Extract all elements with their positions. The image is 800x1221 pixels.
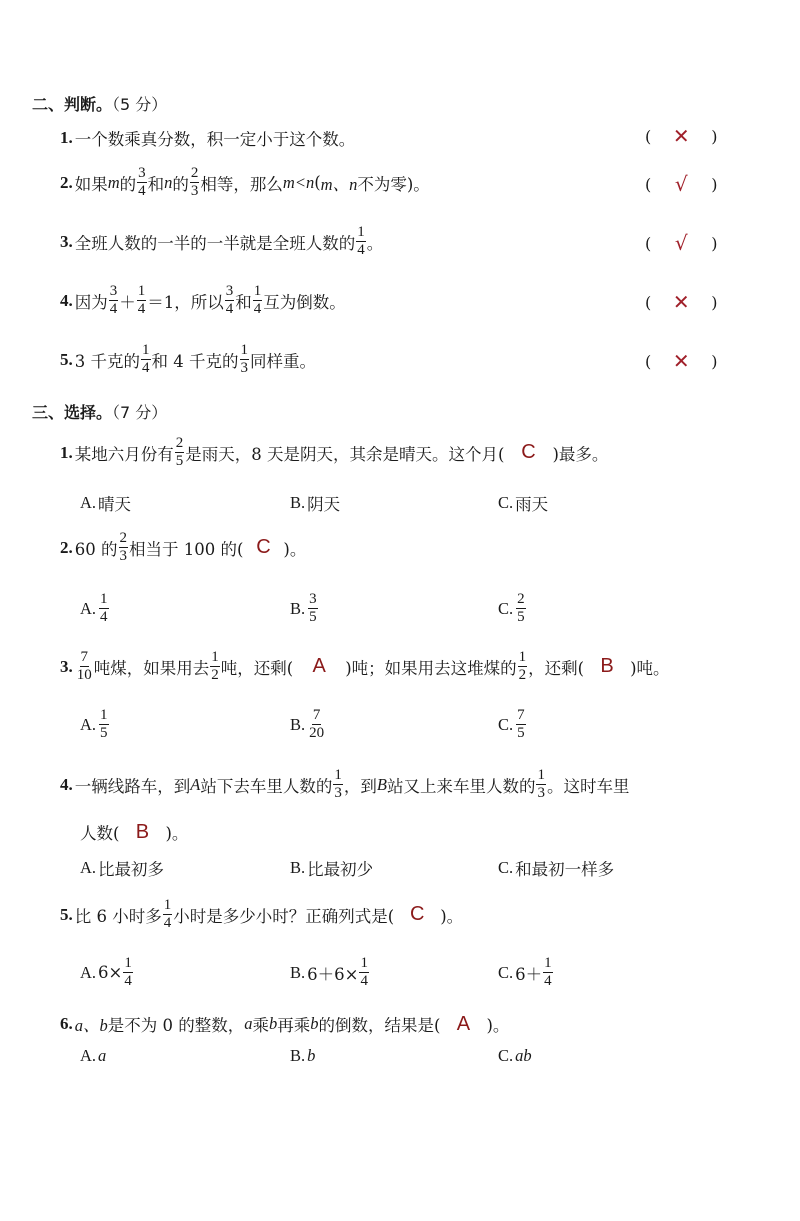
- numerator: 1: [518, 649, 527, 665]
- option-b[interactable]: [290, 708, 326, 741]
- denominator: 5: [100, 725, 108, 741]
- answer-bracket-3[interactable]: [645, 231, 718, 255]
- fraction: [99, 592, 109, 625]
- numerator: 1: [137, 283, 146, 299]
- fraction: [119, 531, 129, 564]
- text: 60 的: [74, 539, 118, 559]
- numerator: 1: [334, 767, 342, 783]
- text: 比 6 小时多: [74, 906, 162, 926]
- fraction: [543, 956, 553, 989]
- option-expression: 6＋: [515, 964, 543, 984]
- denominator: 4: [357, 242, 365, 258]
- option-label: C.: [498, 962, 514, 982]
- option-label: C.: [498, 493, 514, 512]
- bracket-open: (: [645, 126, 652, 146]
- inequality: m<n: [282, 172, 315, 192]
- fraction: [536, 768, 546, 801]
- fraction: [308, 708, 325, 741]
- numerator: 7: [80, 649, 88, 665]
- numerator: 2: [190, 165, 199, 181]
- fraction: [333, 768, 343, 801]
- text: 和 4 千克的: [151, 351, 239, 371]
- var-b: b: [310, 1014, 319, 1033]
- option-text: 阴天: [307, 495, 341, 514]
- section-3-title: [32, 400, 167, 423]
- section-score: （5 分）: [112, 95, 168, 114]
- answer-blank[interactable]: C: [521, 441, 536, 463]
- judge-question-3: [60, 225, 383, 258]
- bracket-open: (: [645, 292, 652, 312]
- question-number: 3.: [60, 231, 73, 251]
- option-expression: 6×: [98, 963, 123, 982]
- denominator: 4: [544, 973, 552, 989]
- numerator: 7: [312, 707, 321, 723]
- fraction: [190, 166, 200, 199]
- numerator: 1: [211, 649, 219, 665]
- text: 如果: [74, 174, 108, 194]
- option-c[interactable]: [498, 956, 554, 989]
- text: ，到: [343, 776, 377, 796]
- option-a[interactable]: [80, 708, 110, 741]
- denominator: 5: [175, 453, 184, 469]
- fraction: [253, 284, 263, 317]
- option-label: A.: [80, 493, 97, 512]
- option-text: 比最初少: [307, 860, 374, 879]
- numerator: 3: [309, 591, 317, 607]
- option-label: A.: [80, 858, 97, 877]
- text: 一辆线路车，到: [74, 776, 191, 796]
- option-b[interactable]: [290, 1046, 315, 1066]
- numerator: 2: [119, 530, 127, 546]
- answer-blank-2[interactable]: B: [600, 655, 614, 677]
- text: 的倒数，结果是(: [318, 1016, 441, 1035]
- numerator: 1: [360, 955, 368, 971]
- numerator: 1: [544, 955, 552, 971]
- denominator: 5: [309, 609, 317, 625]
- text: 小时是多少小时？正确列式是(: [173, 906, 395, 926]
- numerator: 2: [517, 591, 525, 607]
- option-label: C.: [498, 1046, 514, 1065]
- section-2-title: [32, 92, 167, 115]
- option-a[interactable]: [80, 491, 131, 515]
- option-label: C.: [498, 714, 514, 734]
- vars: m、n: [320, 174, 358, 194]
- cross-mark-icon: ✕: [672, 290, 690, 314]
- denominator: 4: [360, 973, 368, 989]
- text: 人数(: [80, 824, 120, 843]
- denominator: 3: [537, 785, 545, 801]
- option-label: A.: [80, 1046, 97, 1065]
- text: 吨，还剩(: [220, 658, 294, 678]
- denominator: 20: [309, 725, 325, 741]
- choice-question-4: [60, 768, 629, 801]
- choice-question-3: [60, 650, 670, 683]
- numerator: 7: [517, 707, 525, 723]
- question-number: 5.: [60, 904, 73, 924]
- text: 的: [172, 174, 189, 194]
- option-label: B.: [290, 714, 306, 734]
- option-c[interactable]: [498, 856, 614, 880]
- denominator: 4: [137, 301, 146, 317]
- numerator: 1: [357, 224, 365, 240]
- check-mark-icon: √: [674, 231, 688, 255]
- text: 。: [366, 233, 384, 253]
- text: ＋: [119, 292, 136, 312]
- fraction: [175, 436, 185, 469]
- bracket-close: ): [711, 126, 718, 146]
- text: 同样重。: [250, 351, 316, 371]
- numerator: 3: [109, 283, 118, 299]
- fraction: [137, 284, 147, 317]
- text: )。: [165, 824, 189, 843]
- numerator: 1: [100, 591, 108, 607]
- bracket-close: ): [711, 174, 718, 194]
- text: 互为倒数。: [263, 292, 346, 312]
- cross-mark-icon: ✕: [672, 124, 690, 148]
- text: 3 千克的: [74, 351, 140, 371]
- numerator: 1: [142, 342, 150, 358]
- option-expression: 6＋6×: [307, 964, 359, 984]
- option-label: B.: [290, 858, 306, 877]
- bracket-open: (: [645, 174, 652, 194]
- text: 相当于 100 的(: [129, 539, 244, 559]
- fraction: [516, 708, 526, 741]
- fraction: [210, 650, 220, 683]
- denominator: 10: [76, 667, 92, 683]
- text: 和: [147, 174, 165, 194]
- option-text: 雨天: [515, 495, 549, 514]
- option-label: B.: [290, 1046, 306, 1065]
- option-text: b: [307, 1046, 316, 1065]
- denominator: 3: [334, 785, 342, 801]
- text: 和: [235, 292, 252, 312]
- bracket-close: ): [711, 351, 718, 371]
- option-a[interactable]: [80, 1046, 106, 1066]
- text: 相等，那么: [200, 174, 283, 194]
- text: 不为零)。: [357, 174, 430, 194]
- cross-mark-icon: ✕: [672, 349, 690, 373]
- judge-question-5: [60, 343, 316, 376]
- fraction: [225, 284, 235, 317]
- option-a[interactable]: [80, 856, 164, 880]
- choice-question-1: [60, 436, 608, 469]
- text: 站又上来车里人数的: [386, 776, 536, 796]
- text: 是雨天，8 天是阴天，其余是晴天。这个月(: [185, 444, 505, 464]
- denominator: 3: [119, 548, 127, 564]
- denominator: 4: [138, 183, 146, 199]
- numerator: 1: [163, 897, 172, 913]
- option-b[interactable]: [290, 491, 340, 515]
- text: 吨煤，如果用去: [93, 658, 210, 678]
- fraction: [516, 592, 526, 625]
- option-a[interactable]: [80, 956, 134, 989]
- answer-blank[interactable]: A: [456, 1012, 471, 1035]
- option-c[interactable]: [498, 592, 527, 625]
- check-mark-icon: √: [674, 172, 688, 196]
- fraction: [359, 956, 369, 989]
- numerator: 3: [138, 165, 146, 181]
- text: 的: [119, 174, 137, 194]
- vars: a、b: [74, 1016, 108, 1035]
- answer-blank[interactable]: B: [135, 820, 150, 843]
- section-title-text: 二、判断。: [32, 95, 113, 114]
- text: 再乘: [277, 1016, 311, 1035]
- text: 因为: [74, 292, 108, 312]
- fraction: [518, 650, 528, 683]
- question-number: 1.: [60, 442, 73, 462]
- fraction: [308, 592, 318, 625]
- numerator: 1: [240, 342, 248, 358]
- text: ＝1，所以: [147, 292, 224, 312]
- option-label: A.: [80, 962, 97, 982]
- option-text: 和最初一样多: [515, 860, 615, 879]
- fraction: [123, 956, 133, 989]
- option-b[interactable]: [290, 956, 370, 989]
- denominator: 4: [142, 360, 150, 376]
- choice-question-4-line2: [80, 820, 188, 844]
- bracket-close: ): [711, 233, 718, 253]
- fraction: [356, 225, 366, 258]
- bracket-open: (: [645, 351, 652, 371]
- fraction: [240, 343, 250, 376]
- denominator: 3: [190, 183, 199, 199]
- question-number: 2.: [60, 537, 73, 557]
- answer-bracket-2[interactable]: [645, 172, 718, 196]
- option-label: B.: [290, 598, 306, 618]
- option-b[interactable]: [290, 592, 319, 625]
- answer-bracket-4[interactable]: [645, 290, 718, 314]
- var-a: A: [190, 774, 201, 794]
- text: )。: [283, 539, 307, 559]
- question-number: 4.: [60, 774, 73, 794]
- question-number: 6.: [60, 1014, 73, 1033]
- question-number: 3.: [60, 656, 73, 676]
- question-text: 一个数乘真分数，积一定小于这个数。: [74, 130, 356, 149]
- denominator: 4: [163, 915, 172, 931]
- section-score: （7 分）: [112, 403, 168, 422]
- text: 某地六月份有: [74, 444, 174, 464]
- text: )吨。: [630, 658, 670, 678]
- var-m: m: [107, 172, 120, 192]
- text: )。: [486, 1016, 510, 1035]
- denominator: 4: [225, 301, 234, 317]
- answer-bracket-5[interactable]: [645, 349, 718, 373]
- denominator: 2: [518, 667, 527, 683]
- text: ，还剩(: [528, 658, 585, 678]
- question-number: 5.: [60, 349, 73, 369]
- option-label: B.: [290, 962, 306, 982]
- option-text: a: [98, 1046, 107, 1065]
- text: )。: [440, 906, 464, 926]
- denominator: 5: [517, 725, 525, 741]
- bracket-close: ): [711, 292, 718, 312]
- option-label: A.: [80, 598, 97, 618]
- answer-blank[interactable]: C: [409, 903, 425, 925]
- option-text: ab: [515, 1046, 532, 1065]
- denominator: 4: [124, 973, 132, 989]
- question-number: 1.: [60, 128, 73, 147]
- denominator: 5: [517, 609, 525, 625]
- fraction: [76, 650, 93, 683]
- denominator: 3: [240, 360, 248, 376]
- text: )吨；如果用去这堆煤的: [345, 658, 517, 678]
- option-label: C.: [498, 858, 514, 877]
- numerator: 1: [537, 767, 545, 783]
- text: (: [314, 173, 321, 192]
- var-a: a: [244, 1014, 253, 1033]
- option-b[interactable]: [290, 856, 373, 880]
- numerator: 2: [175, 435, 184, 451]
- fraction: [109, 284, 119, 317]
- choice-question-6: [60, 1012, 509, 1036]
- numerator: 1: [100, 707, 108, 723]
- option-label: A.: [80, 714, 97, 734]
- answer-bracket-1[interactable]: [645, 124, 718, 148]
- option-text: 晴天: [98, 495, 132, 514]
- question-number: 4.: [60, 290, 73, 310]
- denominator: 2: [211, 667, 219, 683]
- text: )最多。: [552, 444, 609, 464]
- fraction: [137, 166, 147, 199]
- option-c[interactable]: [498, 491, 548, 515]
- var-b: b: [269, 1014, 278, 1033]
- option-text: 比最初多: [98, 860, 165, 879]
- var-n: n: [164, 172, 173, 192]
- denominator: 4: [100, 609, 108, 625]
- fraction: [163, 898, 173, 931]
- denominator: 4: [253, 301, 262, 317]
- var-b: B: [376, 774, 387, 794]
- answer-blank-1[interactable]: A: [312, 655, 326, 677]
- option-label: C.: [498, 598, 514, 618]
- bracket-open: (: [645, 233, 652, 253]
- answer-blank[interactable]: C: [256, 536, 271, 558]
- text: 全班人数的一半的一半就是全班人数的: [74, 233, 356, 253]
- judge-question-4: [60, 284, 346, 317]
- text: 站下去车里人数的: [200, 776, 333, 796]
- numerator: 3: [225, 283, 234, 299]
- question-number: 2.: [60, 172, 73, 192]
- numerator: 1: [253, 283, 262, 299]
- fraction: [141, 343, 151, 376]
- section-title-text: 三、选择。: [32, 403, 113, 422]
- denominator: 4: [109, 301, 118, 317]
- numerator: 1: [124, 955, 132, 971]
- choice-question-2: [60, 531, 306, 564]
- judge-question-2: [60, 166, 430, 199]
- choice-question-5: [60, 898, 463, 931]
- fraction: [99, 708, 109, 741]
- judge-question-1: [60, 126, 355, 150]
- text: 。这时车里: [546, 776, 630, 796]
- option-a[interactable]: [80, 592, 110, 625]
- option-label: B.: [290, 493, 306, 512]
- option-c[interactable]: [498, 708, 527, 741]
- text: 是不为 0 的整数，: [107, 1016, 245, 1035]
- text: 乘: [252, 1016, 269, 1035]
- option-c[interactable]: [498, 1046, 532, 1066]
